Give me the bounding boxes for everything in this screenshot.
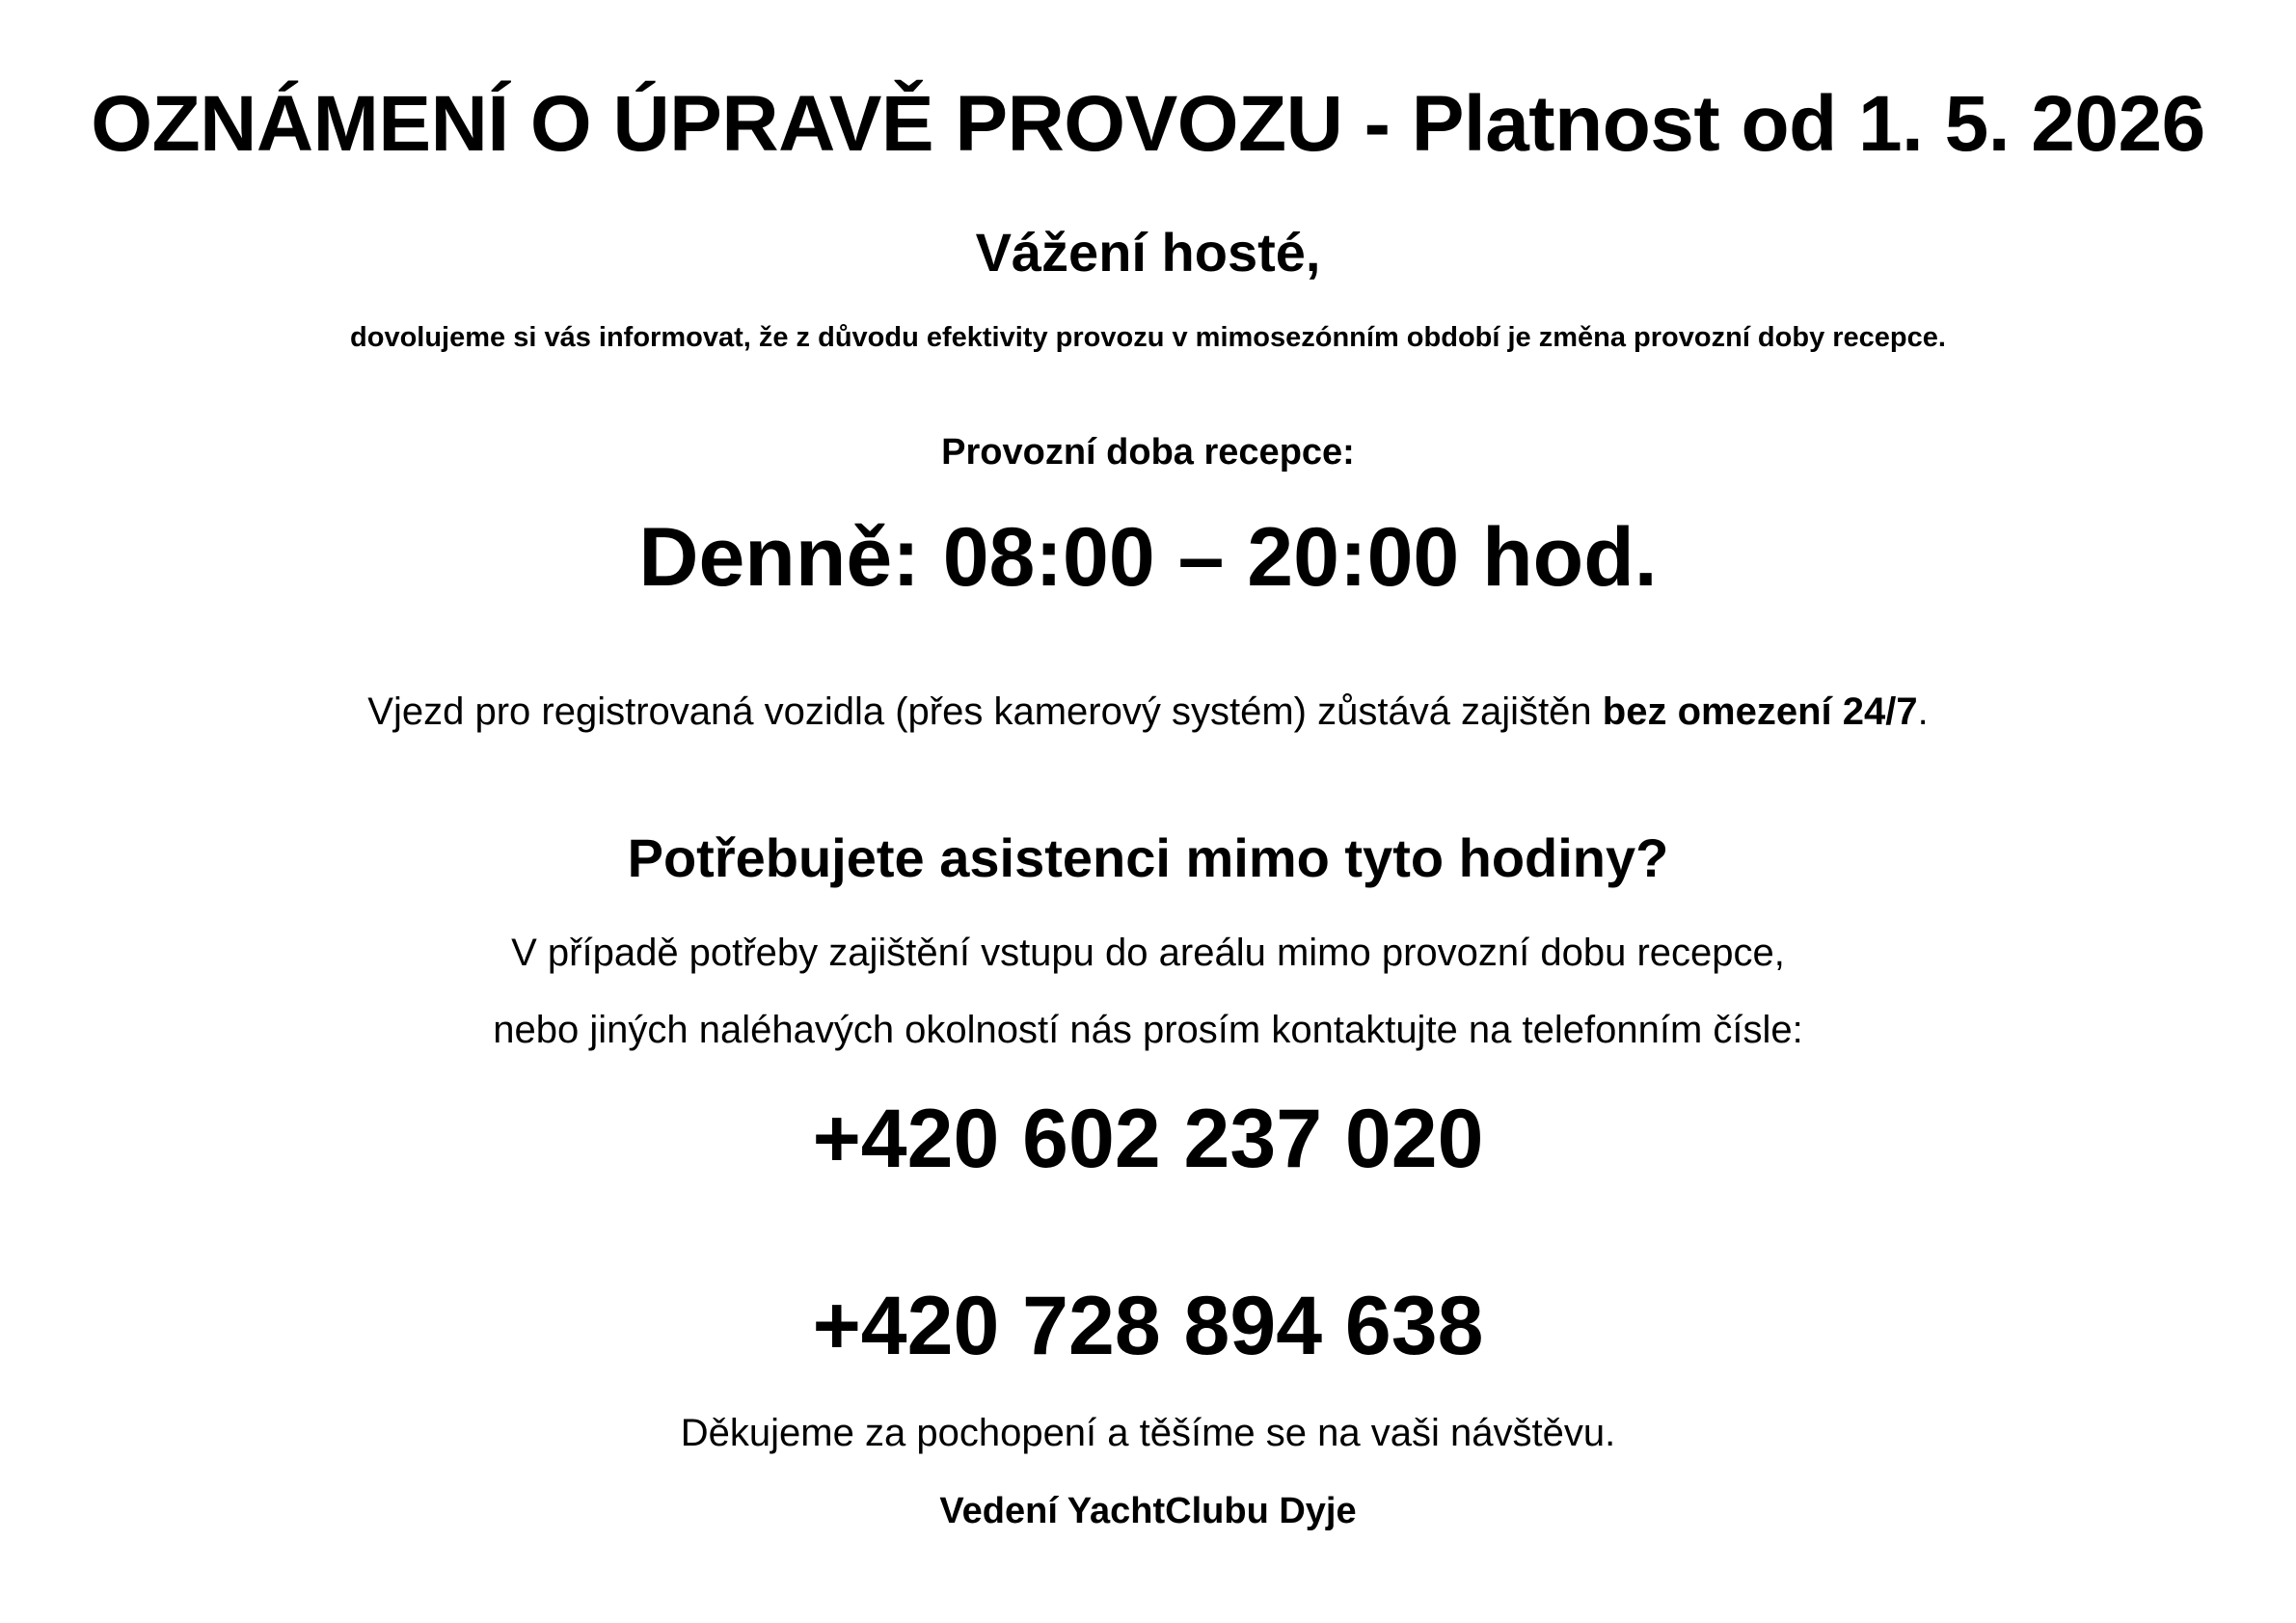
assistance-heading: Potřebujete asistenci mimo tyto hodiny? [627,827,1669,888]
reception-hours: Denně: 08:00 – 20:00 hod. [638,511,1658,604]
assistance-line-1: V případě potřeby zajištění vstupu do areálu mimo provozní dobu recepce, [511,932,1785,974]
reception-hours-label: Provozní doba recepce: [941,432,1355,473]
vehicle-entry-text [0,692,2296,731]
vehicle-entry-emphasis: bez omezení 24/7 [1602,690,1918,733]
intro-text: dovolujeme si vás informovat, že z důvodu efektivity provozu v mimosezónním období je změna provozní doby recepce. [350,322,1946,353]
signature: Vedení YachtClubu Dyje [939,1491,1357,1531]
thanks-text: Děkujeme za pochopení a těšíme se na vaši návštěvu. [680,1412,1616,1454]
phone-number-1: +420 602 237 020 [812,1093,1484,1185]
vehicle-entry-period: . [1917,690,1929,733]
greeting: Vážení hosté, [975,222,1321,283]
notice-title: OZNÁMENÍ O ÚPRAVĚ PROVOZU - Platnost od 1. 5. 2026 [91,80,2205,168]
phone-number-2: +420 728 894 638 [812,1280,1484,1372]
vehicle-entry-main: Vjezd pro registrovaná vozidla (přes kamerový systém) zůstává zajištěn [367,690,1603,733]
assistance-line-2: nebo jiných naléhavých okolností nás prosím kontaktujte na telefonním čísle: [493,1009,1803,1051]
